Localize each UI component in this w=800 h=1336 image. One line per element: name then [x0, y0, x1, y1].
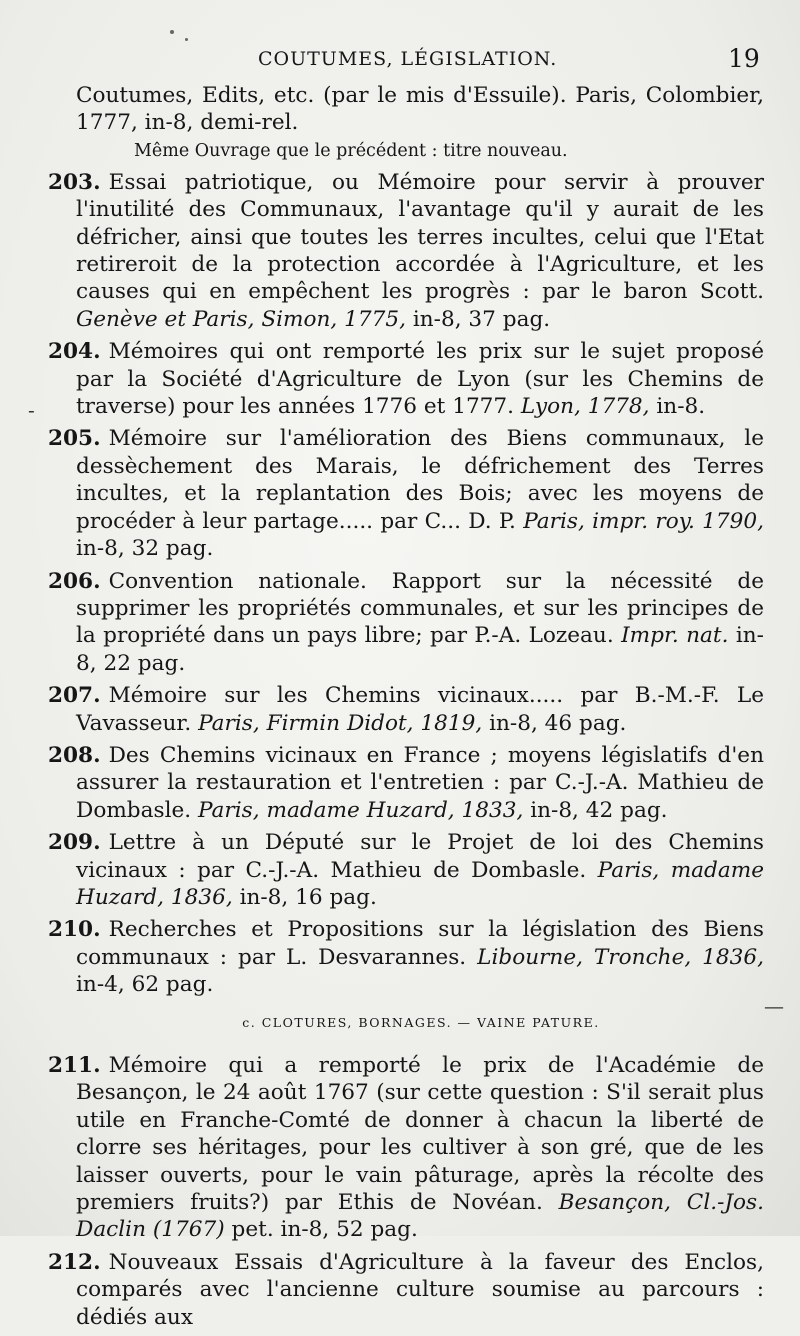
entry-note: Même Ouvrage que le précédent : titre nouveau. [134, 140, 568, 161]
entry-format: in-8. [656, 394, 706, 420]
bibliography-entry [48, 1249, 764, 1331]
entry-title: Convention nationale. Rapport sur la nécessité de supprimer les propriétés communales, et sur les principes de la propriété dans un pays libre; par P.-A. Lozeau. [76, 568, 764, 649]
entry-title: Mémoires qui ont remporté les prix sur le sujet proposé par la Société d'Agriculture de Lyon (sur les Chemins de traverse) pour les années 1776 et 1777. [76, 339, 764, 420]
entry-format: pet. in-8, 52 pag. [231, 1217, 418, 1243]
entry-title: Mémoire qui a remporté le prix de l'Académie de Besançon, le 24 août 1767 (sur cette question : S'il serait plus utile en Franche-Comté de donner à chacun la liberté de clorre ses héritages, pour les cultiver à son gré, que de les laisser ouverts, pour le vain pâturage, après la récolte des premiers fruits?) par Ethis de Novéan. [76, 1053, 764, 1216]
entry-number: 205. [48, 426, 101, 452]
entry-imprint: Paris, madame Huzard, 1836, [76, 857, 764, 910]
entry-number: 209. [48, 830, 101, 856]
entry-number: 210. [48, 917, 101, 943]
entry-imprint: Paris, Firmin Didot, 1819, [198, 710, 483, 736]
entry-title: Nouveaux Essais d'Agriculture à la faveur des Enclos, comparés avec l'ancienne culture soumise au parcours : dédiés aux [76, 1249, 764, 1330]
entry-title: Mémoire sur l'amélioration des Biens communaux, le dessèchement des Marais, le défrichement des Terres incultes, et la replantation des Bois; avec les moyens de procéder à leur partage..... par C... D. P. [76, 426, 764, 534]
entry-imprint: Paris, impr. roy. 1790, [523, 508, 764, 534]
entry-list-after [48, 1052, 764, 1331]
entry-imprint: Paris, madame Huzard, 1833, [198, 797, 524, 823]
bibliography-entry [48, 338, 764, 420]
entry-number: 206. [48, 568, 101, 594]
bibliography-entry [48, 425, 764, 562]
bibliography-entry [48, 1052, 764, 1244]
margin-mark: — [764, 994, 784, 1018]
bibliography-entry [48, 682, 764, 737]
paper-speck [170, 30, 174, 34]
running-title: COUTUMES, LÉGISLATION. [258, 48, 558, 70]
entry-title: Essai patriotique, ou Mémoire pour servir à prouver l'inutilité des Communaux, l'avantage qu'il y aurait de les défricher, ainsi que toutes les terres incultes, celui que l'Etat retireroit de la protection accordée à l'Agriculture, et les causes qui en empêchent les progrès : par le baron Scott. [76, 169, 764, 305]
entry-imprint: Lyon, 1778, [520, 394, 650, 420]
entry-number: 212. [48, 1249, 101, 1275]
entry-title: Mémoire sur les Chemins vicinaux..... par B.-M.-F. Le Vavasseur. [76, 683, 764, 736]
entry-format: in-8, 22 pag. [76, 623, 764, 676]
entry-format: in-8, 42 pag. [530, 797, 668, 823]
entry-number: 211. [48, 1053, 101, 1078]
entry-list [48, 169, 764, 999]
section-heading: c. CLOTURES, BORNAGES. — VAINE PATURE. [242, 1014, 600, 1030]
entry-number: 204. [48, 339, 101, 365]
page-number: 19 [728, 44, 760, 73]
entry-format: in-8, 37 pag. [412, 306, 551, 332]
entry-imprint: Besançon, Cl.-Jos. Daclin (1767) [76, 1190, 764, 1243]
entry-format: in-8, 32 pag. [76, 536, 214, 562]
bibliography-entry [48, 169, 764, 333]
bibliography-entry [48, 829, 764, 911]
bibliography-entry [48, 568, 764, 678]
entry-title: Lettre à un Député sur le Projet de loi des Chemins vicinaux : par C.-J.-A. Mathieu de Dombasle. [76, 830, 764, 883]
entry-imprint: Impr. nat. [621, 623, 729, 649]
entry-imprint: Libourne, Tronche, 1836, [477, 944, 764, 970]
page-body [48, 82, 764, 1336]
margin-mark: - [28, 398, 35, 422]
page-header [0, 46, 800, 76]
continued-entry: Coutumes, Edits, etc. (par le mis d'Essuile). Paris, Colombier, 1777, in-8, demi-rel. [76, 83, 764, 136]
bibliography-entry [48, 742, 764, 824]
paper-speck [185, 38, 188, 41]
entry-format: in-8, 16 pag. [239, 884, 377, 910]
entry-number: 207. [48, 683, 101, 709]
entry-title: Des Chemins vicinaux en France ; moyens législatifs d'en assurer la restauration et l'entretien : par C.-J.-A. Mathieu de Dombasle. [76, 742, 764, 823]
bibliography-entry [48, 916, 764, 998]
entry-imprint: Genève et Paris, Simon, 1775, [76, 306, 406, 332]
entry-format: in-4, 62 pag. [76, 972, 214, 998]
entry-format: in-8, 46 pag. [489, 710, 627, 736]
entry-title: Recherches et Propositions sur la législation des Biens communaux : par L. Desvarannes. [76, 917, 764, 970]
entry-number: 208. [48, 742, 101, 768]
entry-number: 203. [48, 169, 101, 195]
